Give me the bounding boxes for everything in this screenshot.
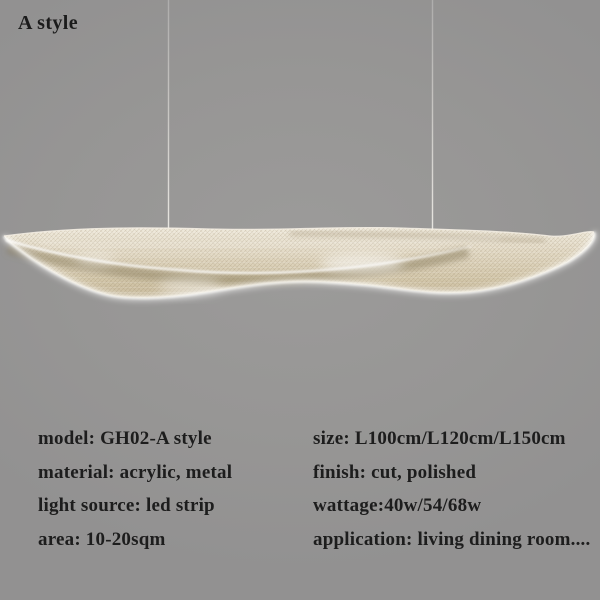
- specs-right-column: [313, 422, 590, 556]
- lamp-shade: [4, 228, 594, 298]
- specs-left-column: [38, 422, 232, 556]
- style-variant-label: A style: [18, 12, 79, 34]
- spec-application: application: living dining room....: [313, 528, 591, 550]
- spec-finish: finish: cut, polished: [313, 461, 477, 483]
- spec-model: model: GH02-A style: [38, 428, 212, 449]
- spec-wattage: wattage:40w/54/68w: [313, 495, 482, 516]
- spec-material: material: acrylic, metal: [38, 461, 233, 483]
- spec-area: area: 10-20sqm: [38, 528, 166, 550]
- spec-light-source: light source: led strip: [38, 495, 215, 516]
- spec-size: size: L100cm/L120cm/L150cm: [313, 428, 566, 449]
